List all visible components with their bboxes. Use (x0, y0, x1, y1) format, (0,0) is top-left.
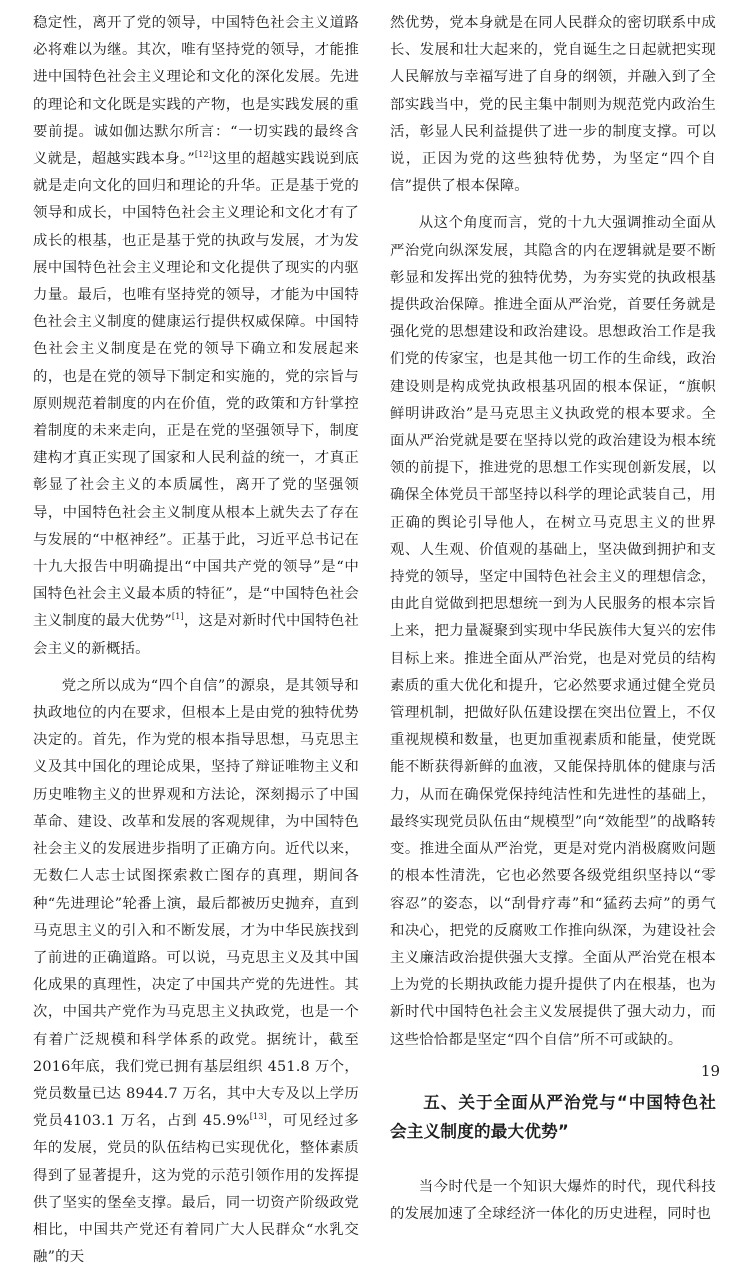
citation-12: [12] (194, 150, 213, 160)
citation-1: [1] (171, 612, 184, 622)
paragraph-text: 这里的超越实践说到底就是走向文化的回归和理论的升华。正是基于党的领导和成长，中国特色社会主义理论和文化才有了成长的根基，也正是基于党的执政与发展，才为发展中国特色社会主义理论和文化提供了现实的内驱力量。最后，也唯有坚持党的领导，才能为中国特色社会主义制度的健康运行提供权威保障。中国特色社会主义制度是在党的领导下确立和发展起来的，也是在党的领导下制定和实施的，党的宗旨与原则规范着制度的内在价值，党的政策和方针掌控着制度的未来走向，正是在党的坚强领导下，制度建构才真正实现了国家和人民利益的统一，才真正彰显了社会主义的本质属性，离开了党的坚强领导，中国特色社会主义制度从根本上就失去了存在与发展的“中枢神经”。正基于此，习近平总书记在十九大报告中明确提出“中国共产党的领导”是“中国特色社会主义最本质的特征”，是“中国特色社会主义制度的最大优势” (33, 151, 359, 630)
paragraph-strict-governance: 从这个角度而言，党的十九大强调推动全面从严治党向纵深发展，其隐含的内在逻辑就是要不断彰显和发挥出党的独特优势，为夯实党的执政根基提供政治保障。推进全面从严治党，首要任务就是强化党的思想建设和政治建设。思想政治工作是我们党的传家宝，也是其他一切工作的生命线，政治建设则是构成党执政根基巩固的根本保证，“旗帜鲜明讲政治”是马克思主义执政党的根本要求。全面从严治党就是要在坚持以党的政治建设为根本统领的前提下，推进党的思想工作实现创新发展，以确保全体党员干部坚持以科学的理论武装自己，用正确的舆论引导他人，在树立马克思主义的世界观、人生观、价值观的基础上，坚决做到拥护和支持党的领导，坚定中国特色社会主义的理想信念，由此自觉做到把思想统一到为人民服务的根本宗旨上来，把力量凝聚到实现中华民族伟大复兴的宏伟目标上来。推进全面从严治党，也是对党员的结构素质的重大优化和提升，它必然要求通过健全党员管理机制，把做好队伍建设摆在突出位置上，不仅重视规模和数量，也更加重视素质和能量，使党既能不断获得新鲜的血液，又能保持肌体的健康与活力，从而在确保党保持纯洁性和先进性的基础上，最终实现党员队伍由“规模型”向“效能型”的战略转变。推进全面从严治党，更是对党内消极腐败问题的根本性清洗，它也必然要各级党组织坚持以“零容忍”的姿态，以“刮骨疗毒”和“猛药去疴”的勇气和决心，把党的反腐败工作推向纵深，为建设社会主义廉洁政治提供强大支撑。全面从严治党在根本上为党的长期执政能力提升提供了内在根基，也为新时代中国特色社会主义发展提供了强大动力，而这些恰恰都是坚定“四个自信”所不可或缺的。 (390, 215, 716, 1048)
paragraph-knowledge-era: 当今时代是一个知识大爆炸的时代，现代科技的发展加速了全球经济一体化的历史进程，同时也 (390, 1178, 716, 1222)
left-column (33, 10, 359, 1271)
page-number: 19 (700, 1062, 720, 1080)
section-heading: 五、关于全面从严治党与“中国特色社会主义制度的最大优势” (390, 1092, 716, 1141)
paragraph-party-leadership (33, 10, 359, 663)
right-column (390, 10, 716, 1228)
paragraph-continuation: 然优势，党本身就是在同人民群众的密切联系中成长、发展和壮大起来的，党自诞生之日起就把实现人民解放与幸福写进了自身的纲领，并融入到了全部实践当中，党的民主集中制则为规范党内政治生活，彰显人民利益提供了进一步的制度支撑。可以说，正因为党的这些独特优势，为坚定“四个自信”提供了根本保障。 (390, 15, 716, 195)
paragraph-text: ，可见经过多年的发展，党员的队伍结构已实现优化，整体素质得到了显著提升，这为党的示范引领作用的发挥提供了坚实的堡垒支撑。最后，同一切资产阶级政党相比，中国共产党还有着同广大人民群众“水乳交融”的天 (33, 1113, 360, 1266)
paragraph-text: ，这是对新时代中国特色社会主义的新概括。 (33, 613, 360, 657)
paragraph-text: 党之所以成为“四个自信”的源泉，是其领导和执政地位的内在要求，但根本上是由党的独特优势决定的。首先，作为党的根本指导思想，马克思主义及其中国化的理论成果，坚持了辩证唯物主义和历史唯物主义的世界观和方法论，深刻揭示了中国革命、建设、改革和发展的客观规律，为中国特色社会主义的发展进步指明了正确方向。近代以来，无数仁人志士试图探索救亡图存的真理，期间各种“先进理论”轮番上演，最后都被历史抛弃，直到马克思主义的引入和不断发展，才为中华民族找到了前进的正确道路。可以说，马克思主义及其中国化成果的真理性，决定了中国共产党的先进性。其次，中国共产党作为马克思主义执政党，也是一个有着广泛规模和科学体系的政党。据统计，截至2016年底，我们党已拥有基层组织 451.8 万个，党员数量已达 8944.7 万名，其中大专及以上学历党员4103.1 万名，占到 45.9% (33, 677, 359, 1130)
paragraph-four-confidences-source (33, 673, 359, 1271)
paragraph-text: 稳定性，离开了党的领导，中国特色社会主义道路必将难以为继。其次，唯有坚持党的领导，才能推进中国特色社会主义理论和文化的深化发展。先进的理论和文化既是实践的产物，也是实践发展的重要前提。诚如伽达默尔所言：“一切实践的最终含义就是，超越实践本身。” (33, 15, 359, 168)
citation-13: [13] (249, 1112, 267, 1122)
